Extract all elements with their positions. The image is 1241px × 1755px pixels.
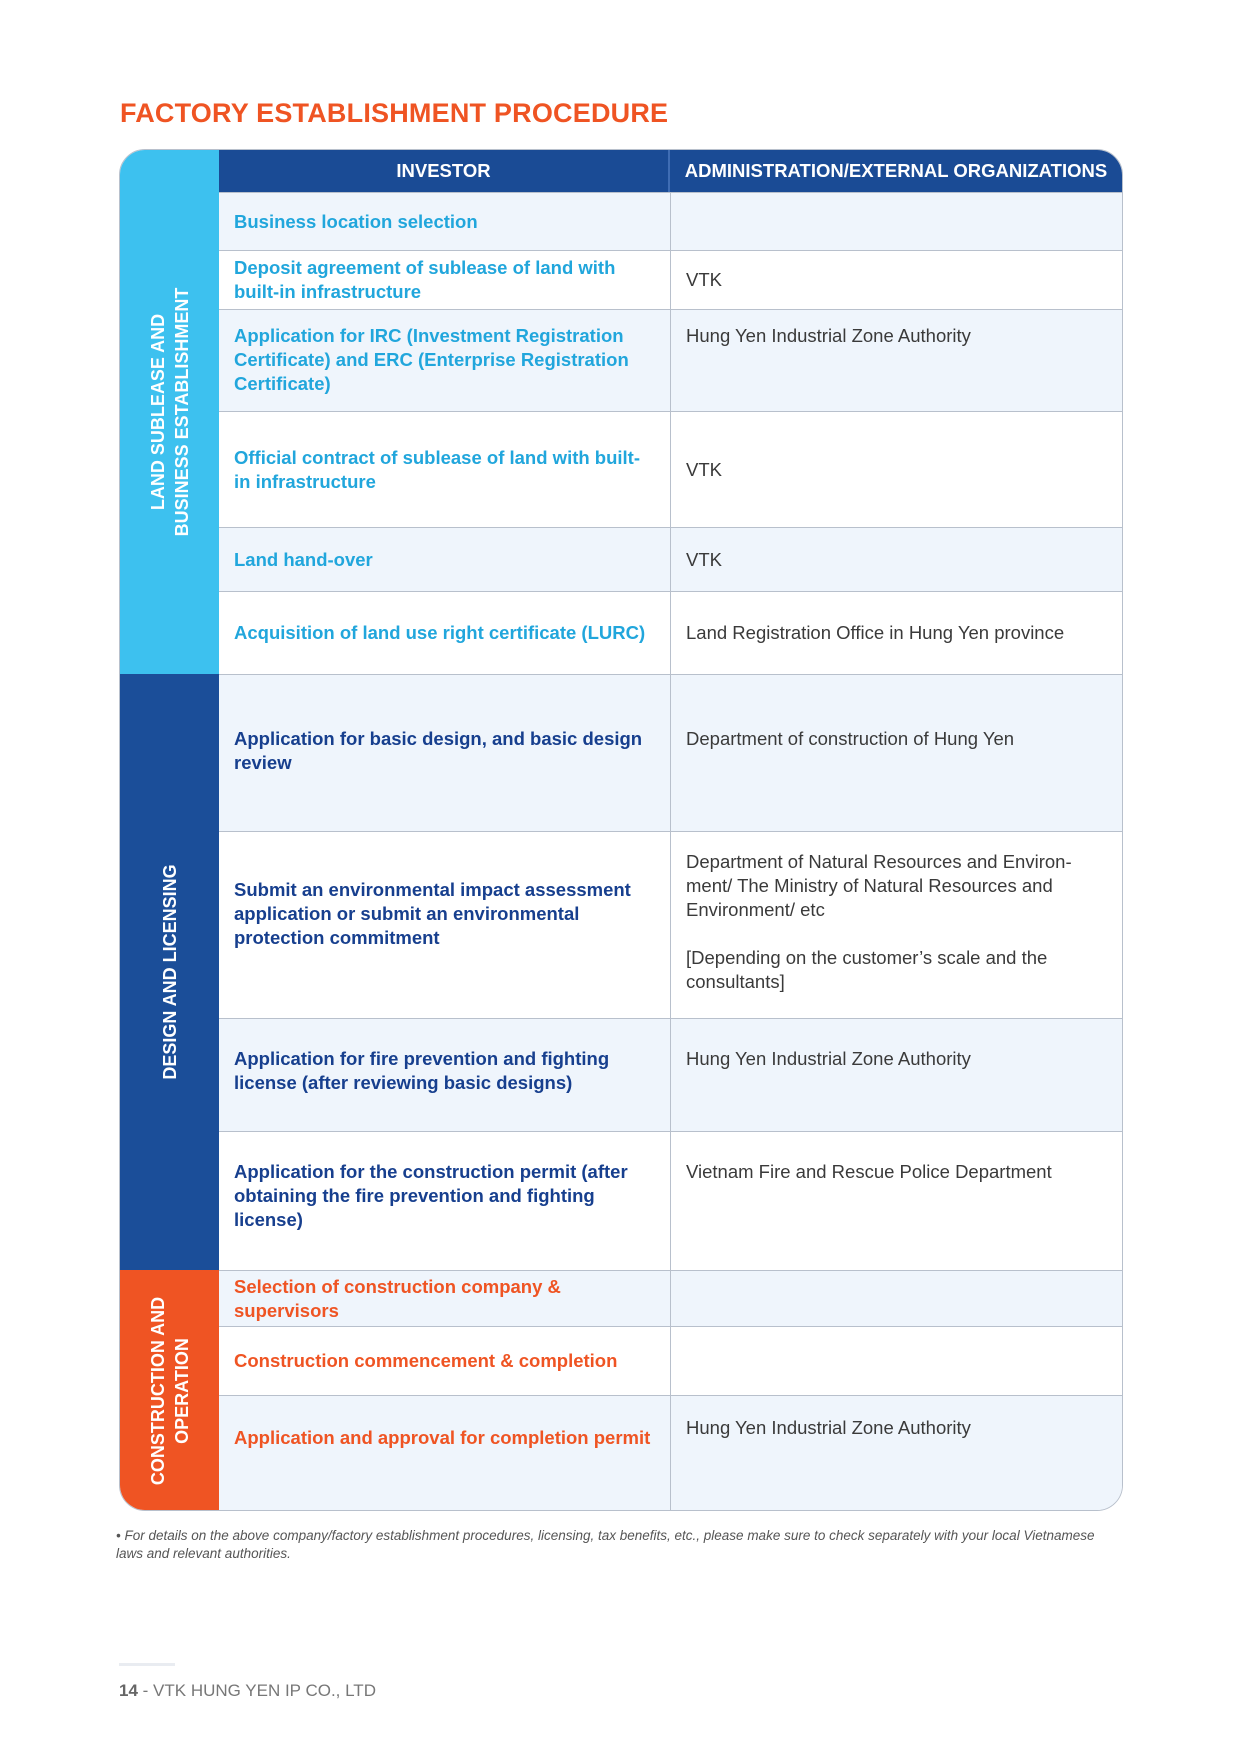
investor-step: Acquisition of land use right certificate (LURC) — [219, 592, 671, 674]
section-construction-operation — [120, 1270, 219, 1511]
footnote: • For details on the above company/factory establishment procedures, licensing, tax benefits, etc., please make sure to check separately with your local Vietnamese laws and relevant authorities. — [116, 1528, 1095, 1561]
admin-organization: Hung Yen Industrial Zone Authority — [686, 1048, 971, 1069]
admin-organization: Department of construction of Hung Yen — [686, 728, 1015, 749]
admin-organization — [671, 1327, 1122, 1395]
section-label-construction-operation — [146, 1297, 194, 1485]
section-label-line: CONSTRUCTION AND — [147, 1296, 168, 1486]
table-row — [219, 1018, 1122, 1131]
admin-organization: Department of Natural Resources and Environ-ment/ The Ministry of Natural Resources and Environment/ etc — [686, 851, 1072, 920]
admin-organization: VTK — [686, 548, 722, 570]
admin-organization — [671, 1271, 1122, 1326]
table-row — [219, 1131, 1122, 1270]
admin-organization: VTK — [686, 269, 722, 290]
footer-divider — [119, 1663, 175, 1666]
table-row — [219, 411, 1122, 527]
investor-step: Application for basic design, and basic design review — [219, 675, 671, 831]
admin-organization: Hung Yen Industrial Zone Authority — [686, 1417, 971, 1438]
admin-note: [Depending on the customer’s scale and the consultants] — [686, 947, 1048, 992]
table-row — [219, 309, 1122, 411]
section-label-design-licensing — [158, 864, 182, 1079]
investor-step: Construction commencement & completion — [219, 1327, 671, 1395]
section-label-line: DESIGN AND LICENSING — [159, 864, 180, 1080]
investor-step: Deposit agreement of sublease of land with built-in infrastructure — [219, 251, 671, 309]
procedure-table — [119, 149, 1123, 1511]
investor-step: Application for the construction permit (after obtaining the fire prevention and fighting license) — [219, 1132, 671, 1270]
admin-organization-cell — [671, 832, 1122, 1018]
page-footer — [119, 1681, 376, 1701]
table-row — [219, 250, 1122, 309]
footer-separator: - — [137, 1681, 154, 1700]
table-row — [219, 591, 1122, 674]
investor-step: Land hand-over — [219, 528, 671, 591]
section-land-sublease — [120, 150, 219, 674]
admin-organization: Hung Yen Industrial Zone Authority — [686, 325, 971, 346]
table-row — [219, 831, 1122, 1018]
investor-step: Application for fire prevention and fighting license (after reviewing basic designs) — [219, 1019, 671, 1131]
table-row — [219, 192, 1122, 250]
page-title: FACTORY ESTABLISHMENT PROCEDURE — [120, 98, 669, 128]
investor-step: Official contract of sublease of land with built-in infrastructure — [219, 412, 671, 527]
section-label-line: BUSINESS ESTABLISHMENT — [171, 287, 192, 537]
admin-organization: VTK — [686, 458, 722, 480]
section-label-line: OPERATION — [171, 1338, 192, 1444]
table-row — [219, 674, 1122, 831]
section-label-land-sublease — [146, 288, 194, 537]
table-row — [219, 1326, 1122, 1395]
section-label-line: LAND SUBLEASE AND — [147, 313, 168, 511]
company-name: VTK HUNG YEN IP CO., LTD — [153, 1681, 376, 1700]
page-number: 14 — [119, 1681, 138, 1700]
table-row — [219, 1270, 1122, 1326]
investor-step: Selection of construction company & supervisors — [219, 1271, 671, 1326]
table-header — [219, 150, 1122, 192]
investor-step: Application for IRC (Investment Registration Certificate) and ERC (Enterprise Registration Certificate) — [219, 310, 671, 411]
investor-step: Submit an environmental impact assessment application or submit an environmental protection commitment — [219, 832, 671, 1018]
table-row — [219, 527, 1122, 591]
admin-organization: Vietnam Fire and Rescue Police Department — [686, 1161, 1052, 1182]
admin-organization — [671, 193, 1122, 250]
investor-step: Application and approval for completion permit — [219, 1396, 671, 1511]
table-row — [219, 1395, 1122, 1511]
section-design-licensing — [120, 674, 219, 1270]
header-investor: INVESTOR — [219, 150, 670, 192]
admin-organization: Land Registration Office in Hung Yen province — [686, 622, 1065, 643]
header-administration: ADMINISTRATION/EXTERNAL ORGANIZATIONS — [684, 160, 1108, 181]
investor-step: Business location selection — [219, 193, 671, 250]
